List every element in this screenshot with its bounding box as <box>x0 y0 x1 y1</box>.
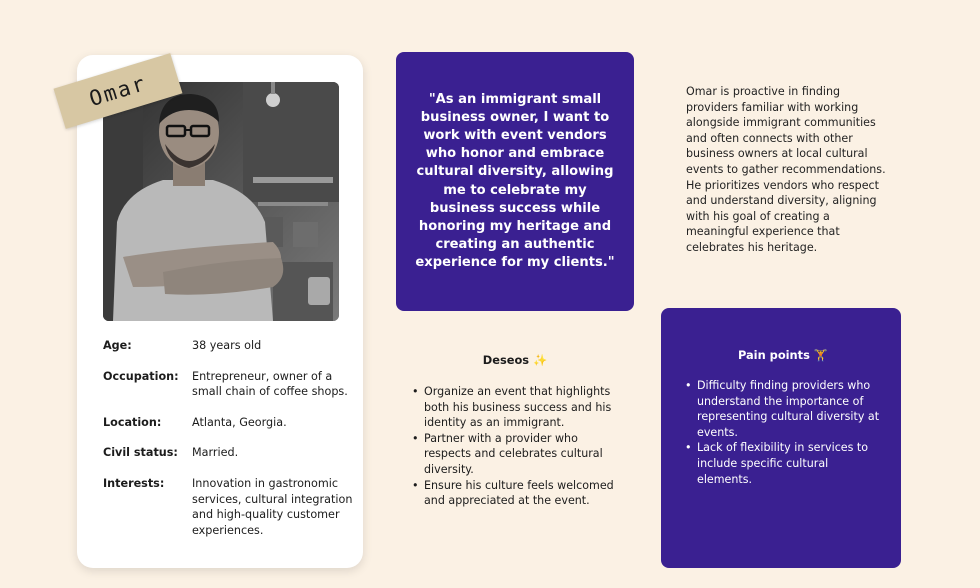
persona-quote: "As an immigrant small business owner, I want to work with event vendors who honor and embrace cultural diversity, allowing me to celebrate my business success while honoring my heritage and creating an authentic experience for my clients." <box>415 92 615 270</box>
occupation-label: Occupation: <box>103 369 179 383</box>
quote-box <box>396 52 634 311</box>
pain-points-box <box>661 308 901 568</box>
age-label: Age: <box>103 339 132 352</box>
profile-info <box>103 338 355 553</box>
location-value: Atlanta, Georgia. <box>192 415 287 429</box>
age-value: 38 years old <box>192 339 262 352</box>
pain-points-title <box>681 348 885 362</box>
deseos-section <box>408 353 622 509</box>
civil-status-value: Married. <box>192 446 239 460</box>
pain-points-title-text: Pain points <box>737 348 810 362</box>
persona-name-tag: Omar <box>54 53 183 129</box>
interests-value: Innovation in gastronomic services, cultural integration and high-quality customer experiences. <box>192 476 353 537</box>
info-row-age <box>103 338 355 354</box>
sparkle-icon: ✨ <box>533 353 548 367</box>
list-item: • Partner with a provider who respects and celebrates cultural diversity. <box>408 431 622 478</box>
list-item: • Difficulty finding providers who understand the importance of representing cultural diversity at events. <box>681 378 885 440</box>
persona-photo <box>103 82 339 321</box>
occupation-value: Entrepreneur, owner of a small chain of coffee shops. <box>192 369 348 399</box>
info-row-occupation <box>103 369 355 400</box>
civil-status-label: Civil status: <box>103 446 178 460</box>
interests-label: Interests: <box>103 476 165 490</box>
persona-description: Omar is proactive in finding providers familiar with working alongside immigrant communities and often connects with other business owners at local cultural events to gather recommendations. He prioritizes vendors who respect and understand diversity, aligning with his goal of creating a meaningful experience that celebrates his heritage. <box>686 85 886 254</box>
info-row-location <box>103 415 355 431</box>
deseos-title-text: Deseos <box>482 353 530 367</box>
list-item: • Lack of flexibility in services to include specific cultural elements. <box>681 440 885 487</box>
pain-points-list <box>681 378 885 487</box>
list-item: • Organize an event that highlights both his business success and his identity as an immigrant. <box>408 384 622 431</box>
deseos-list <box>408 384 622 509</box>
deseos-title <box>408 353 622 367</box>
location-label: Location: <box>103 415 162 429</box>
list-item: • Ensure his culture feels welcomed and appreciated at the event. <box>408 478 622 509</box>
profile-card <box>77 55 363 568</box>
info-row-civil-status <box>103 445 355 461</box>
info-row-interests <box>103 476 355 538</box>
weightlifter-icon: 🏋 <box>813 348 829 362</box>
